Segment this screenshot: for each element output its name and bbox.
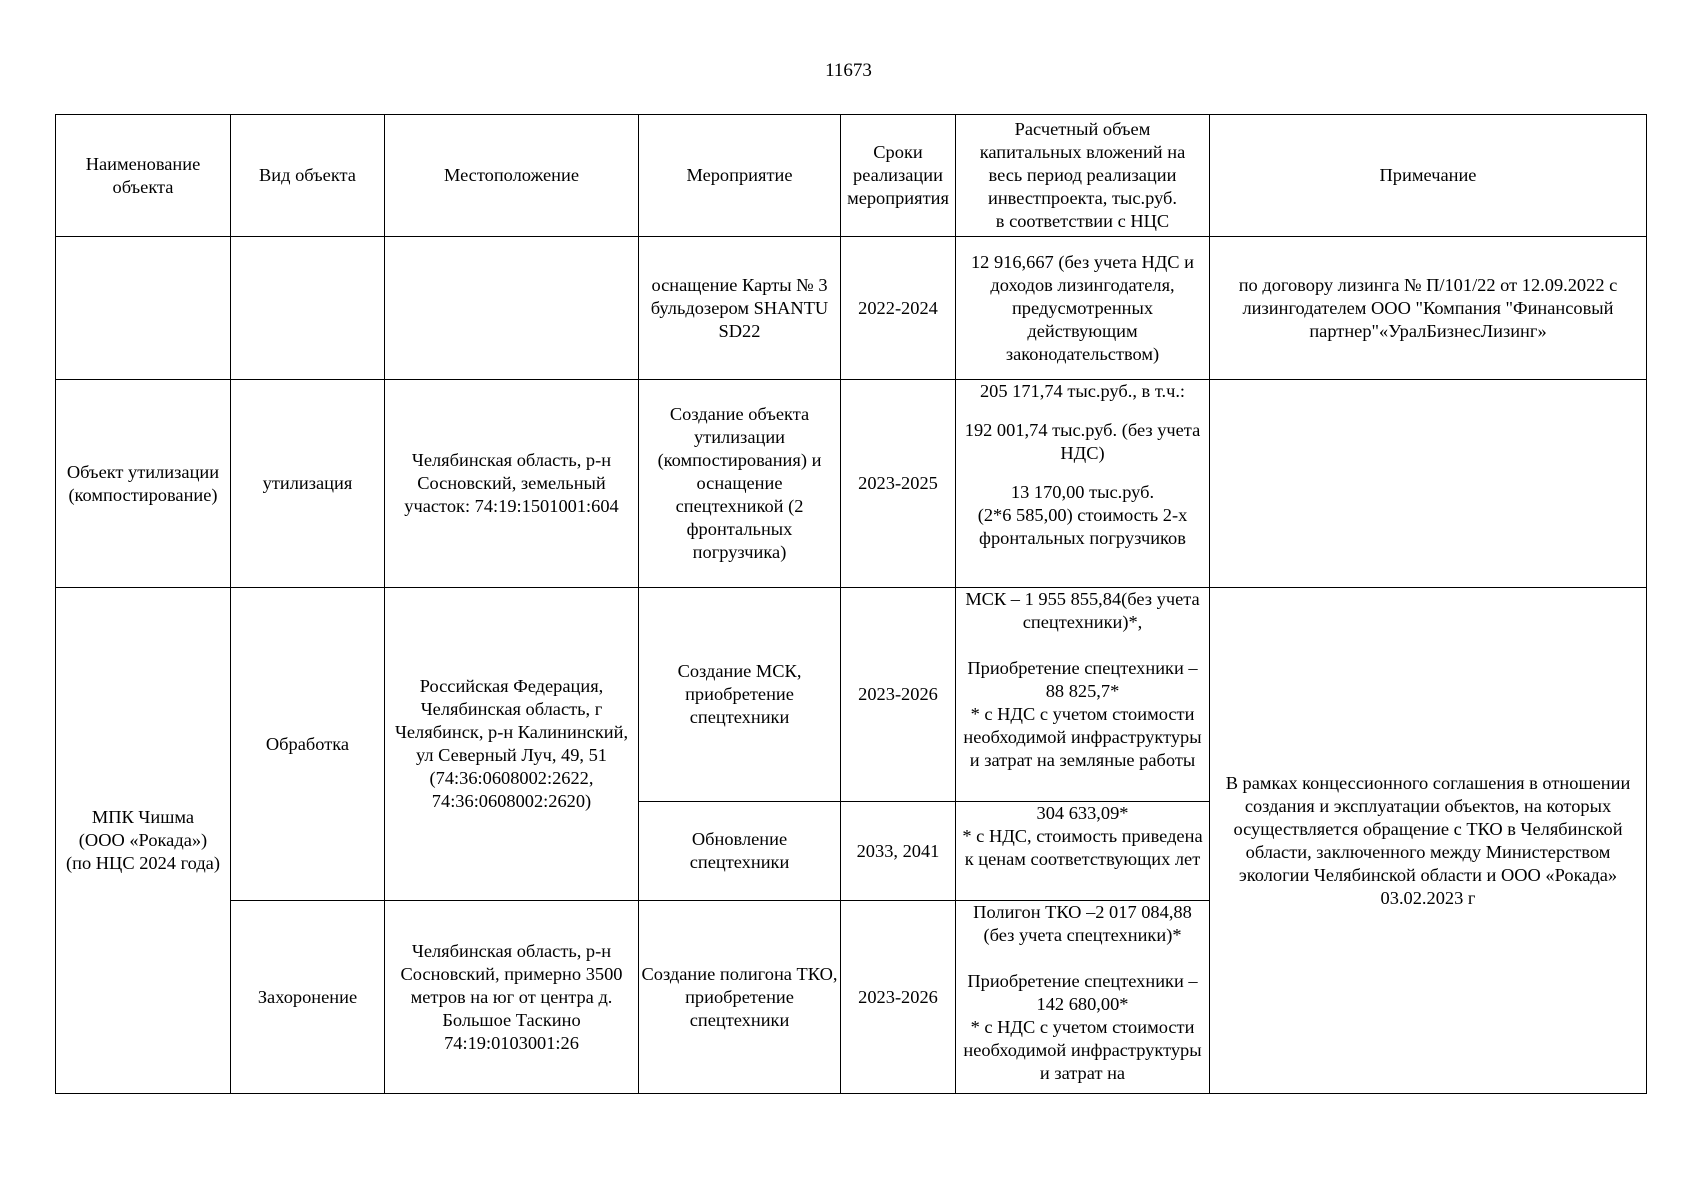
row3-type-cell: Обработка bbox=[231, 588, 385, 901]
header-location: Местоположение bbox=[385, 115, 639, 237]
row4-measure-cell: Обновление спецтехники bbox=[639, 802, 841, 901]
row3-note-cell: В рамках концессионного соглашения в отношении создания и эксплуатации объектов, на которых осуществляется обращение с ТКО в Челябинской области, заключенного между Министерством экологии Челябинской области и ООО «Рокада» 03.02.2023 г bbox=[1210, 588, 1647, 1094]
row5-investment-cell bbox=[956, 901, 1210, 1094]
header-terms: Сроки реализации мероприятия bbox=[841, 115, 956, 237]
table-row bbox=[56, 588, 1647, 802]
row3-name-cell bbox=[56, 588, 231, 1094]
row3-investment-cell bbox=[956, 588, 1210, 802]
row1-location-cell bbox=[385, 237, 639, 380]
table-row bbox=[56, 237, 1647, 380]
header-investment-line-1: Расчетный объем bbox=[1014, 119, 1151, 139]
header-measure: Мероприятие bbox=[639, 115, 841, 237]
row1-investment-cell: 12 916,667 (без учета НДС и доходов лизингодателя, предусмотренных действующим законодательством) bbox=[956, 237, 1210, 380]
header-name: Наименование объекта bbox=[56, 115, 231, 237]
row5-investment-part1: Полигон ТКО –2 017 084,88 (без учета спецтехники)* bbox=[973, 902, 1192, 945]
investment-table bbox=[55, 114, 1647, 1094]
header-investment-line-3: весь период реализации bbox=[988, 165, 1177, 185]
row4-investment-part2: * с НДС, стоимость приведена к ценам соответствующих лет bbox=[962, 826, 1203, 869]
table-row bbox=[56, 380, 1647, 588]
row1-note-cell: по договору лизинга № П/101/22 от 12.09.2022 с лизингодателем ООО "Компания "Финансовый партнер"«УралБизнесЛизинг» bbox=[1210, 237, 1647, 380]
row5-type-cell: Захоронение bbox=[231, 901, 385, 1094]
row2-location-cell: Челябинская область, р-н Сосновский, земельный участок: 74:19:1501001:604 bbox=[385, 380, 639, 588]
row4-terms-cell: 2033, 2041 bbox=[841, 802, 956, 901]
row3-investment-part2: Приобретение спецтехники – 88 825,7* bbox=[967, 658, 1198, 701]
header-investment bbox=[956, 115, 1210, 237]
row5-investment-part3: * с НДС с учетом стоимости необходимой инфраструктуры и затрат на bbox=[963, 1017, 1202, 1083]
row1-terms-cell: 2022-2024 bbox=[841, 237, 956, 380]
row2-terms-cell: 2023-2025 bbox=[841, 380, 956, 588]
row4-investment-cell bbox=[956, 802, 1210, 901]
row2-investment-part2b: (2*6 585,00) стоимость 2-х фронтальных погрузчиков bbox=[977, 505, 1188, 548]
header-note: Примечание bbox=[1210, 115, 1647, 237]
row1-measure-cell: оснащение Карты № 3 бульдозером SHANTU SD22 bbox=[639, 237, 841, 380]
row5-measure-cell: Создание полигона ТКО, приобретение спецтехники bbox=[639, 901, 841, 1094]
row1-type-cell bbox=[231, 237, 385, 380]
row2-type-cell: утилизация bbox=[231, 380, 385, 588]
header-investment-line-5: в соответствии с НЦС bbox=[995, 211, 1170, 231]
row3-name-line-2: (ООО «Рокада») bbox=[78, 830, 208, 850]
row2-name-cell: Объект утилизации (компостирование) bbox=[56, 380, 231, 588]
row2-investment-cell bbox=[956, 380, 1210, 588]
row2-investment-part1: 192 001,74 тыс.руб. (без учета НДС) bbox=[964, 420, 1201, 463]
header-row bbox=[56, 115, 1647, 237]
row3-investment-part1: МСК – 1 955 855,84(без учета спецтехники)*, bbox=[965, 589, 1200, 632]
row2-investment-total: 205 171,74 тыс.руб., в т.ч.: bbox=[979, 381, 1186, 401]
row5-investment-part2: Приобретение спецтехники – 142 680,00* bbox=[967, 971, 1198, 1014]
row5-location-cell: Челябинская область, р-н Сосновский, примерно 3500 метров на юг от центра д. Большое Таскино 74:19:0103001:26 bbox=[385, 901, 639, 1094]
row3-measure-cell: Создание МСК, приобретение спецтехники bbox=[639, 588, 841, 802]
row4-investment-part1: 304 633,09* bbox=[1036, 803, 1129, 823]
row3-name-line-1: МПК Чишма bbox=[91, 807, 195, 827]
row2-note-cell bbox=[1210, 380, 1647, 588]
row5-terms-cell: 2023-2026 bbox=[841, 901, 956, 1094]
header-investment-line-4: инвестпроекта, тыс.руб. bbox=[987, 188, 1178, 208]
row1-name-cell bbox=[56, 237, 231, 380]
row3-location-cell: Российская Федерация, Челябинская область, г Челябинск, р-н Калининский, ул Северный Луч, 49, 51 (74:36:0608002:2622, 74:36:0608002:2620) bbox=[385, 588, 639, 901]
row2-measure-cell: Создание объекта утилизации (компостирования) и оснащение спецтехникой (2 фронтальных погрузчика) bbox=[639, 380, 841, 588]
row3-investment-part3: * с НДС с учетом стоимости необходимой инфраструктуры и затрат на земляные работы bbox=[963, 704, 1202, 770]
row2-investment-part2a: 13 170,00 тыс.руб. bbox=[1010, 482, 1155, 502]
header-investment-line-2: капитальных вложений на bbox=[979, 142, 1186, 162]
row3-name-line-3: (по НЦС 2024 года) bbox=[66, 853, 220, 873]
header-type: Вид объекта bbox=[231, 115, 385, 237]
page-number: 11673 bbox=[825, 60, 872, 81]
row3-terms-cell: 2023-2026 bbox=[841, 588, 956, 802]
